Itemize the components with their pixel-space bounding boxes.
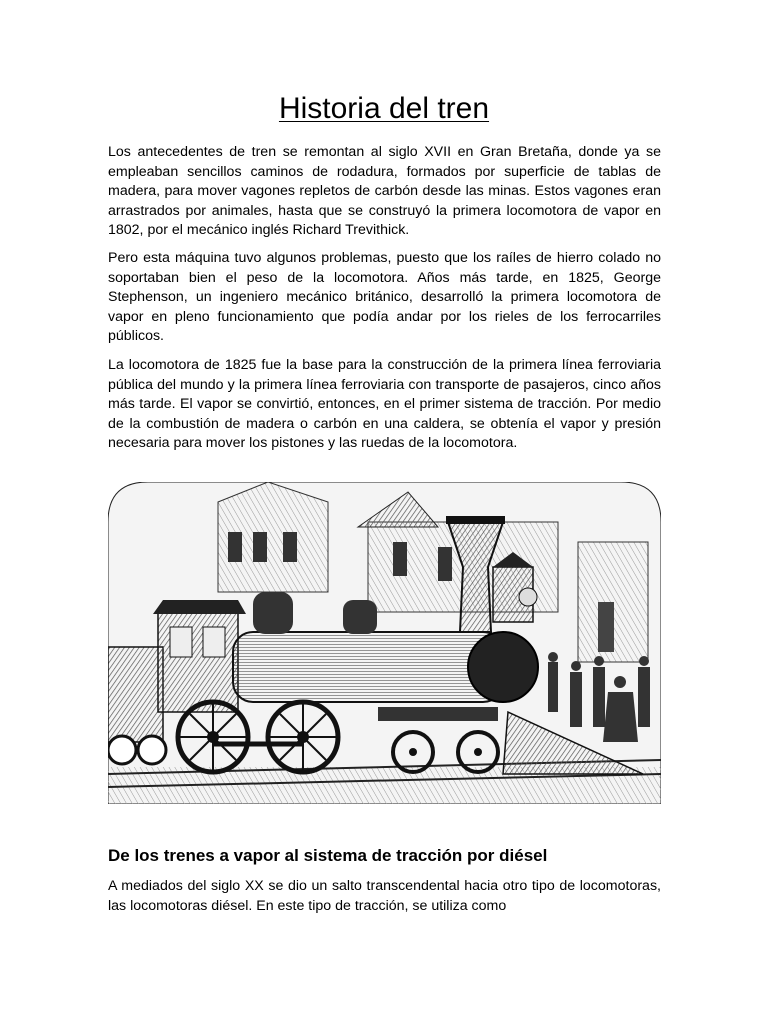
- document-title: Historia del tren: [278, 92, 490, 125]
- section-heading: De los trenes a vapor al sistema de tracción por diésel: [108, 846, 548, 865]
- paragraph-2: Pero esta máquina tuvo algunos problemas, puesto que los raíles de hierro colado no soportaban bien el peso de la locomotora. Años más tarde, en 1825, George Stephenson, un ingeniero mecánico británico, desarrolló la primera locomotora de vapor en pleno funcionamiento que podía andar por los rieles de los ferrocarriles públicos.: [108, 250, 661, 344]
- paragraph-3: La locomotora de 1825 fue la base para la construcción de la primera línea ferroviaria pública del mundo y la primera línea ferroviaria con transporte de pasajeros, cinco años más tarde. El vapor se convirtió, entonces, en el primer sistema de tracción. Por medio de la combustión de madera o carbón en una caldera, se obtenía el vapor y presión necesaria para mover los pistones y las ruedas de la locomotora.: [108, 357, 661, 451]
- steam-locomotive-illustration: [108, 482, 661, 804]
- section-paragraph: A mediados del siglo XX se dio un salto transcendental hacia otro tipo de locomotoras, las locomotoras diésel. En este tipo de tracción, se utiliza como: [108, 878, 661, 914]
- paragraph-1: Los antecedentes de tren se remontan al siglo XVII en Gran Bretaña, donde ya se empleaban sencillos caminos de rodadura, formados por superficie de tablas de madera, para mover vagones repletos de carbón desde las minas. Estos vagones eran arrastrados por animales, hasta que se construyó la primera locomotora de vapor en 1802, por el mecánico inglés Richard Trevithick.: [108, 144, 661, 238]
